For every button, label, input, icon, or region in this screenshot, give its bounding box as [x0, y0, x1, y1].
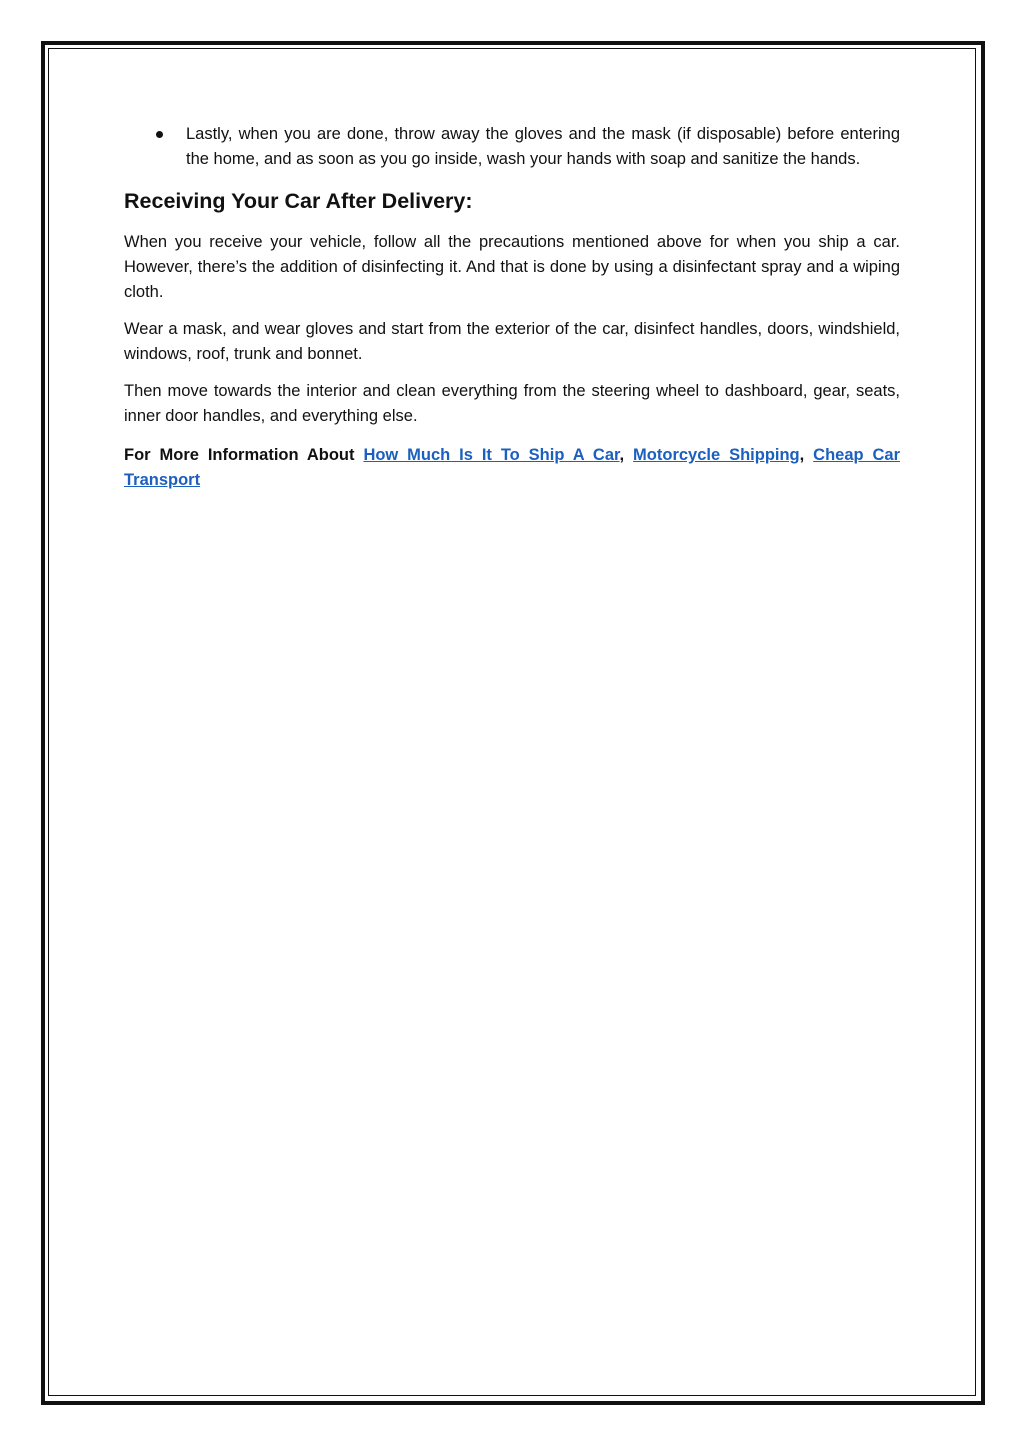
paragraph-exterior-cleaning: Wear a mask, and wear gloves and start from the exterior of the car, disinfect handles, doors, windshield, windows, roof, trunk and bonnet. [124, 320, 900, 363]
bullet-item [124, 122, 900, 172]
paragraph-interior-cleaning: Then move towards the interior and clean everything from the steering wheel to dashboard, gear, seats, inner door handles, and everything else. [124, 382, 900, 425]
section-heading: Receiving Your Car After Delivery: [124, 189, 473, 213]
bullet-text: Lastly, when you are done, throw away the gloves and the mask (if disposable) before entering the home, and as soon as you go inside, wash your hands with soap and sanitize the hands. [186, 125, 900, 168]
paragraph-receive-vehicle: When you receive your vehicle, follow all the precautions mentioned above for when you ship a car. However, there’s the addition of disinfecting it. And that is done by using a disinfectant spray and a wiping cloth. [124, 233, 900, 301]
bullet-dot-icon [156, 131, 163, 138]
link-how-much-ship-car[interactable]: How Much Is It To Ship A Car [363, 446, 620, 464]
link-cheap-car-transport[interactable]: Cheap Car Transport [124, 446, 901, 489]
link-motorcycle-shipping[interactable]: Motorcycle Shipping [633, 446, 800, 464]
link-separator: , [799, 446, 805, 464]
more-information-lead: For More Information About [124, 446, 355, 464]
document-content [124, 122, 900, 493]
more-information-line [124, 443, 900, 493]
link-separator: , [619, 446, 625, 464]
